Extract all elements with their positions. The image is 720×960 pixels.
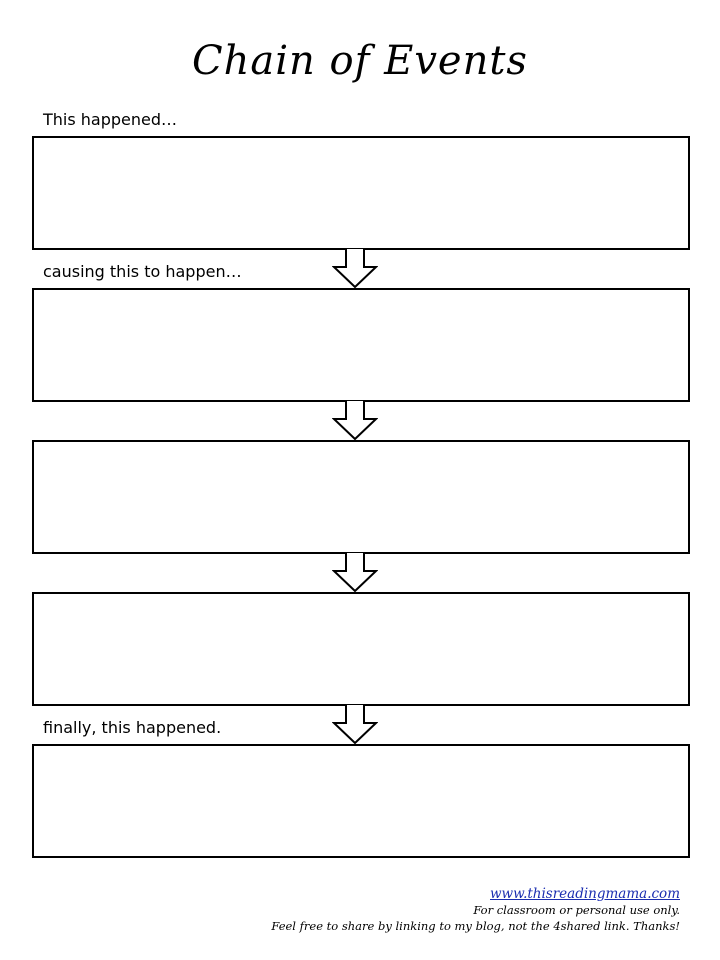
footer-line-1: For classroom or personal use only. xyxy=(473,903,680,917)
page-title: Chain of Events xyxy=(192,38,528,84)
event-box-3[interactable] xyxy=(32,440,690,554)
label-finally: finally, this happened. xyxy=(43,718,222,737)
down-arrow-icon xyxy=(332,704,378,744)
footer xyxy=(271,886,680,934)
event-box-1[interactable] xyxy=(32,136,690,250)
down-arrow-icon xyxy=(332,248,378,288)
label-this-happened: This happened… xyxy=(43,110,178,129)
footer-line-2: Feel free to share by linking to my blog, not the 4shared link. Thanks! xyxy=(271,919,680,933)
down-arrow-icon xyxy=(332,400,378,440)
event-box-5[interactable] xyxy=(32,744,690,858)
event-box-4[interactable] xyxy=(32,592,690,706)
event-box-2[interactable] xyxy=(32,288,690,402)
down-arrow-icon xyxy=(332,552,378,592)
footer-link[interactable]: www.thisreadingmama.com xyxy=(490,886,680,902)
label-causing-this: causing this to happen… xyxy=(43,262,242,281)
